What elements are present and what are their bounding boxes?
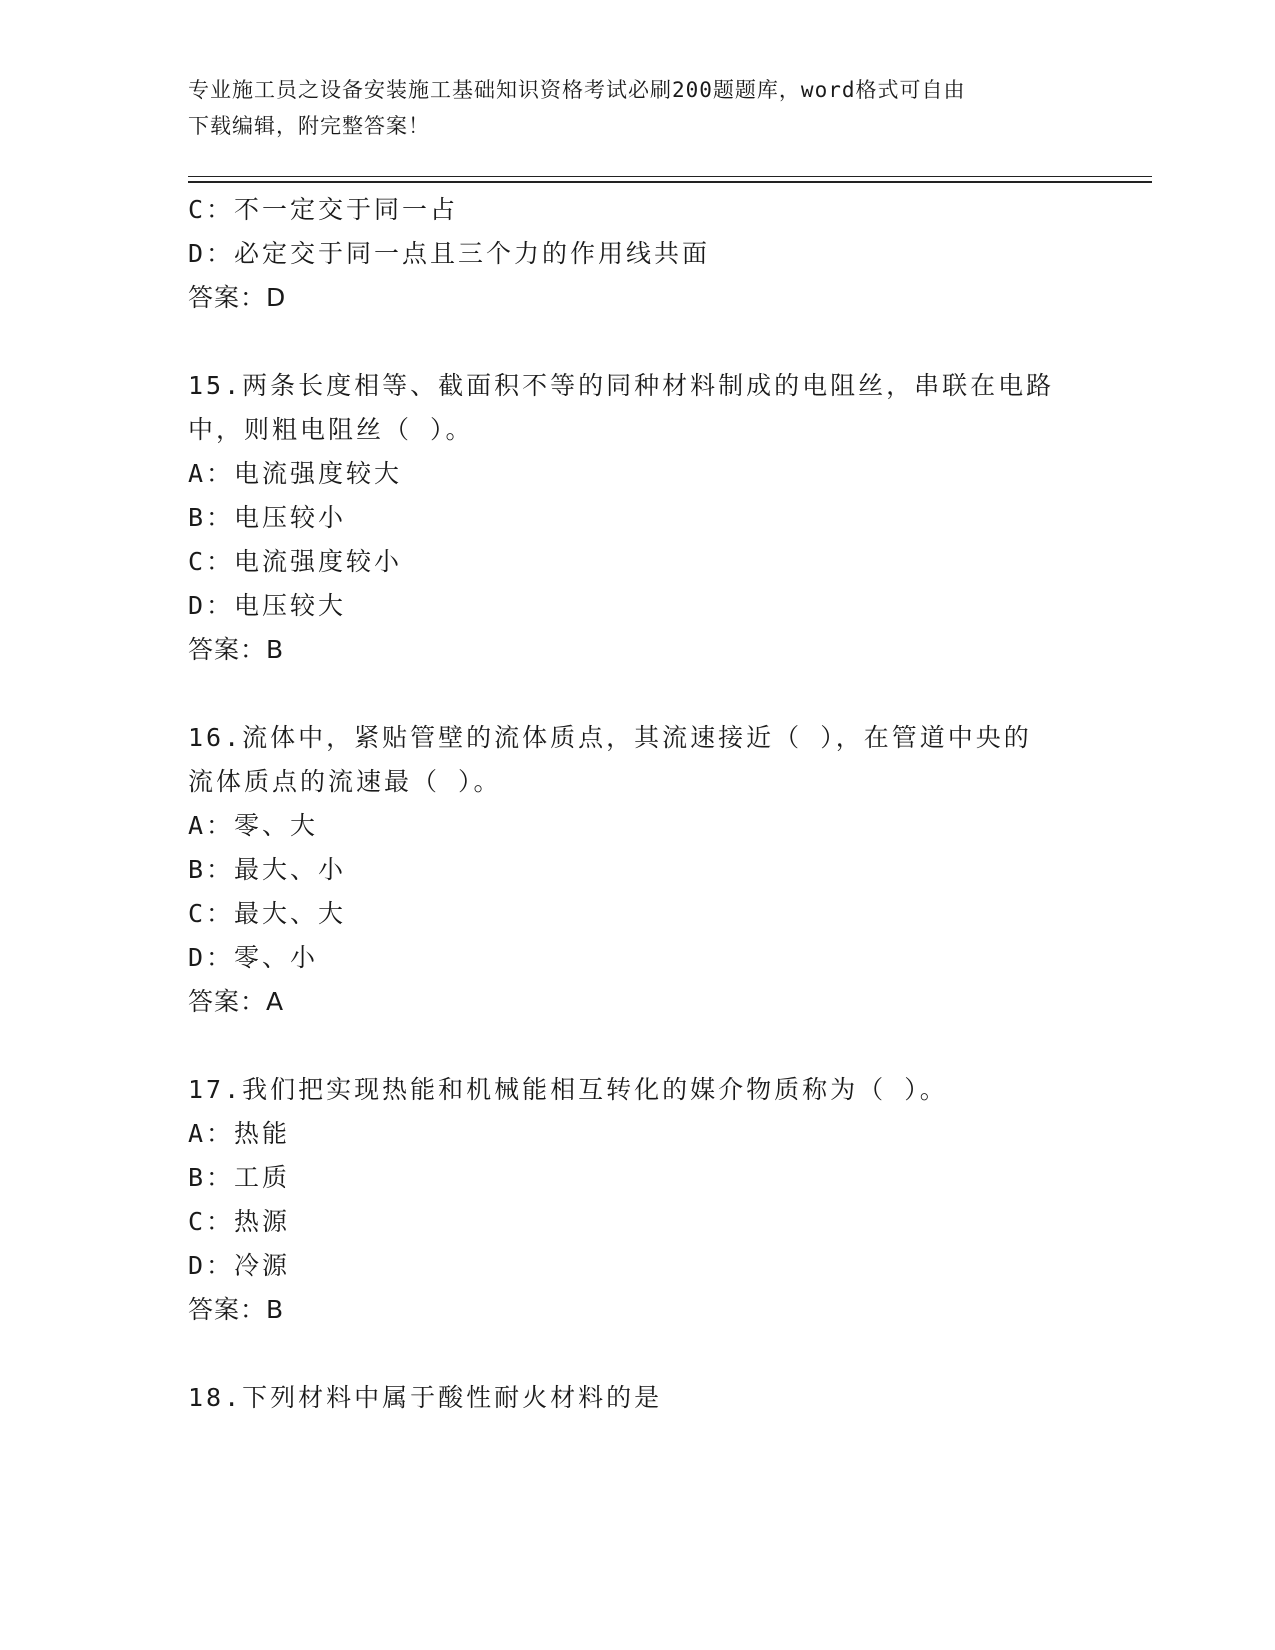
q16-option-c: C：最大、大 <box>188 899 347 928</box>
q15-answer: 答案：B <box>188 635 285 664</box>
q17-answer: 答案：B <box>188 1295 285 1324</box>
header-divider-thin <box>188 176 1152 177</box>
header-title-line-1: 专业施工员之设备安装施工基础知识资格考试必刷200题题库，word格式可自由 <box>188 78 966 102</box>
q16-stem-line-2: 流体质点的流速最（ ）。 <box>188 767 502 796</box>
q17-option-c: C：热源 <box>188 1207 291 1236</box>
q14-option-c: C：不一定交于同一占 <box>188 195 459 224</box>
q16-stem-line-1: 16.流体中，紧贴管壁的流体质点，其流速接近（ ），在管道中央的 <box>188 723 1032 752</box>
q16-option-a: A：零、大 <box>188 811 319 840</box>
q16-answer: 答案：A <box>188 987 285 1016</box>
q15-option-c: C：电流强度较小 <box>188 547 403 576</box>
q17-option-b: B：工质 <box>188 1163 291 1192</box>
q17-option-a: A：热能 <box>188 1119 291 1148</box>
q15-option-b: B：电压较小 <box>188 503 347 532</box>
q16-option-b: B：最大、小 <box>188 855 347 884</box>
q15-option-d: D：电压较大 <box>188 591 347 620</box>
q14-answer: 答案：D <box>188 283 287 312</box>
q14-option-d: D：必定交于同一点且三个力的作用线共面 <box>188 239 711 268</box>
q17-stem-line-1: 17.我们把实现热能和机械能相互转化的媒介物质称为（ ）。 <box>188 1075 948 1104</box>
header-divider-thick <box>188 181 1152 183</box>
document-header <box>188 72 1068 144</box>
q15-option-a: A：电流强度较大 <box>188 459 403 488</box>
q15-stem-line-1: 15.两条长度相等、截面积不等的同种材料制成的电阻丝，串联在电路 <box>188 371 1055 400</box>
q16-option-d: D：零、小 <box>188 943 319 972</box>
q18-stem-line-1: 18.下列材料中属于酸性耐火材料的是 <box>188 1383 663 1412</box>
q15-stem-line-2: 中，则粗电阻丝（ ）。 <box>188 415 474 444</box>
header-title-line-2: 下载编辑，附完整答案！ <box>188 114 430 138</box>
q17-option-d: D：冷源 <box>188 1251 291 1280</box>
